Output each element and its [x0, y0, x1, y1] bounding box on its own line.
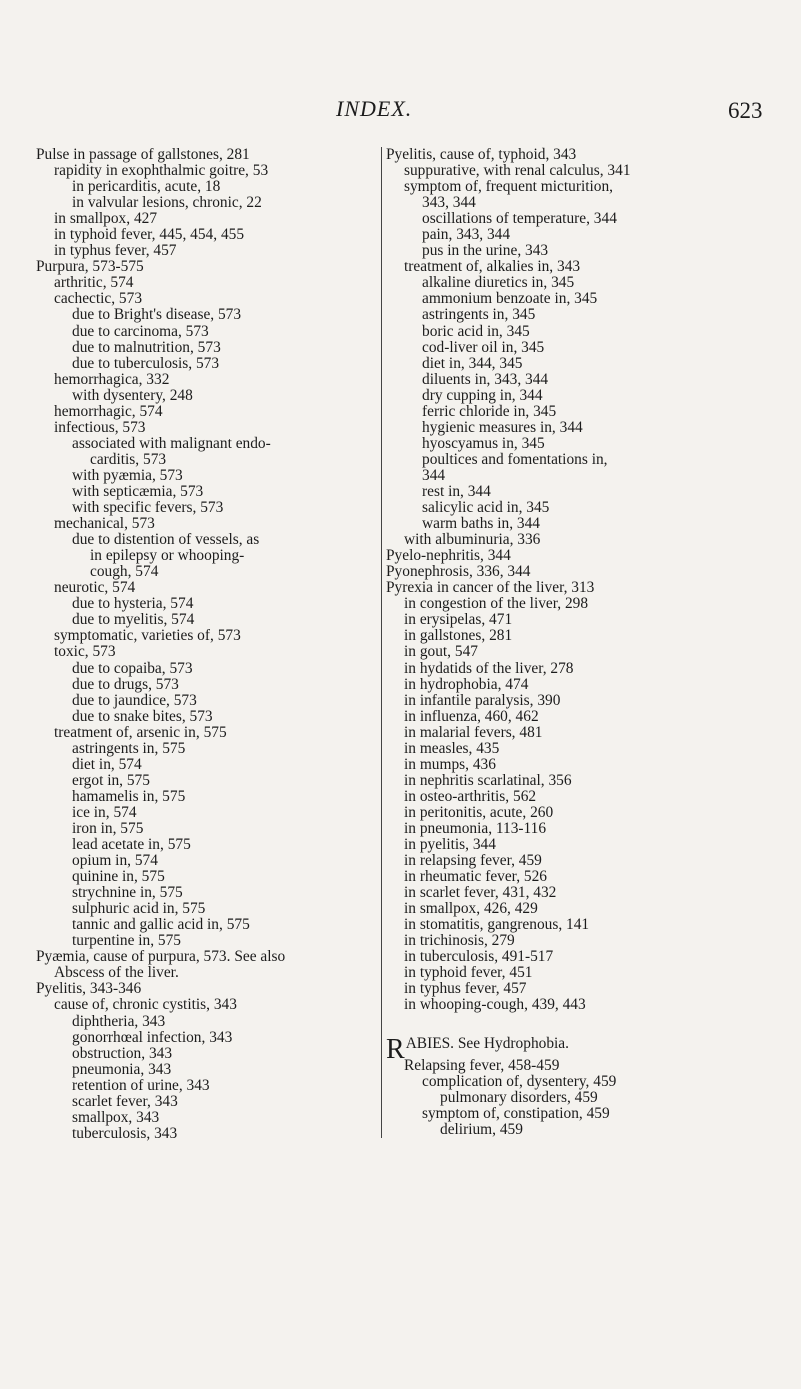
index-entry: diluents in, 343, 344	[422, 370, 549, 388]
index-entry: in typhus fever, 457	[54, 242, 177, 260]
index-entry: carditis, 573	[90, 450, 167, 468]
index-entry: due to copaiba, 573	[72, 659, 193, 677]
index-entry: symptom of, frequent micturition,	[404, 178, 614, 196]
index-entry: tuberculosis, 343	[72, 1124, 178, 1142]
index-entry: with septicæmia, 573	[72, 482, 204, 500]
page-header	[0, 96, 801, 130]
index-entry: in infantile paralysis, 390	[404, 691, 561, 709]
index-entry: with albuminuria, 336	[404, 531, 541, 549]
index-entry: cough, 574	[90, 563, 159, 581]
index-entry: oscillations of temperature, 344	[422, 210, 617, 228]
index-entry: complication of, dysentery, 459	[422, 1072, 617, 1090]
index-entry: due to drugs, 573	[72, 675, 179, 693]
rabies-entry-text: ABIES. See Hydrophobia.	[405, 1034, 569, 1052]
index-entry: dry cupping in, 344	[422, 386, 543, 404]
index-entry: in typhus fever, 457	[404, 980, 527, 998]
left-index-column	[36, 147, 370, 1142]
index-entry: Abscess of the liver.	[54, 964, 179, 982]
index-entry: infectious, 573	[54, 418, 146, 436]
index-entry: scarlet fever, 343	[72, 1092, 178, 1110]
index-entry: ergot in, 575	[72, 771, 150, 789]
index-entry: Pyelitis, cause of, typhoid, 343	[386, 146, 577, 163]
index-entry: lead acetate in, 575	[72, 836, 191, 854]
index-entry: in pericarditis, acute, 18	[72, 178, 221, 196]
index-entry: in hydatids of the liver, 278	[404, 659, 574, 677]
page-title: INDEX.	[336, 96, 413, 121]
index-entry: mechanical, 573	[54, 515, 155, 533]
index-entry: cod-liver oil in, 345	[422, 338, 545, 356]
index-entry: in smallpox, 427	[54, 210, 158, 228]
index-entry: with dysentery, 248	[72, 386, 193, 404]
index-entry: cachectic, 573	[54, 290, 143, 308]
index-entry: due to jaundice, 573	[72, 691, 197, 709]
index-entry: ferric chloride in, 345	[422, 402, 557, 420]
index-entry: iron in, 575	[72, 819, 144, 837]
index-entry: Relapsing fever, 458-459	[404, 1056, 560, 1074]
page-number: 623	[728, 98, 763, 123]
index-entry: symptom of, constipation, 459	[422, 1104, 610, 1122]
index-entry: turpentine in, 575	[72, 932, 181, 950]
index-entry: obstruction, 343	[72, 1044, 173, 1062]
index-entry: ammonium benzoate in, 345	[422, 290, 598, 308]
index-entry: in measles, 435	[404, 739, 500, 757]
index-entry: diet in, 574	[72, 755, 142, 773]
index-entry: in trichinosis, 279	[404, 932, 515, 950]
index-entry: due to distention of vessels, as	[72, 531, 260, 549]
index-entry: pus in the urine, 343	[422, 242, 549, 260]
pyelitis-pyrexia-entries	[386, 147, 776, 1014]
index-entry: arthritic, 574	[54, 274, 134, 292]
index-entry: in smallpox, 426, 429	[404, 900, 538, 918]
index-entry: pain, 343, 344	[422, 226, 511, 244]
index-entry: in nephritis scarlatinal, 356	[404, 771, 572, 789]
index-entry: tannic and gallic acid in, 575	[72, 916, 250, 934]
index-entry: strychnine in, 575	[72, 884, 183, 902]
index-entry: Pyonephrosis, 336, 344	[386, 563, 531, 581]
index-entry: in gallstones, 281	[404, 627, 513, 645]
index-entry: due to hysteria, 574	[72, 595, 194, 613]
index-entry: hygienic measures in, 344	[422, 418, 583, 436]
right-index-column	[381, 147, 776, 1138]
index-entry: due to malnutrition, 573	[72, 338, 221, 356]
index-entry: in erysipelas, 471	[404, 611, 513, 629]
index-entry: in typhoid fever, 451	[404, 964, 533, 982]
index-entry: associated with malignant endo-	[72, 434, 271, 452]
index-entry: in mumps, 436	[404, 755, 496, 773]
drop-cap-r: R	[386, 1033, 405, 1065]
index-entry: Pulse in passage of gallstones, 281	[36, 146, 250, 163]
index-entry: astringents in, 575	[72, 739, 186, 757]
index-entry: quinine in, 575	[72, 868, 165, 886]
index-entry: in congestion of the liver, 298	[404, 595, 589, 613]
index-entry: neurotic, 574	[54, 579, 136, 597]
index-entry: diphtheria, 343	[72, 1012, 166, 1030]
index-entry: due to snake bites, 573	[72, 707, 213, 725]
index-entry: in valvular lesions, chronic, 22	[72, 194, 262, 212]
index-entry: in pneumonia, 113-116	[404, 819, 547, 837]
index-entry: in whooping-cough, 439, 443	[404, 996, 586, 1014]
index-entry: pulmonary disorders, 459	[440, 1088, 598, 1106]
index-entry: salicylic acid in, 345	[422, 499, 550, 517]
index-entry: hamamelis in, 575	[72, 787, 186, 805]
index-entry: rapidity in exophthalmic goitre, 53	[54, 162, 269, 180]
index-entry: in pyelitis, 344	[404, 836, 496, 854]
index-entry: in peritonitis, acute, 260	[404, 803, 554, 821]
index-entry: 343, 344	[422, 194, 476, 212]
index-entry: alkaline diuretics in, 345	[422, 274, 575, 292]
index-entry: opium in, 574	[72, 852, 158, 870]
index-entry: Pyrexia in cancer of the liver, 313	[386, 579, 595, 597]
index-entry: due to tuberculosis, 573	[72, 354, 220, 372]
index-entry: hemorrhagica, 332	[54, 370, 170, 388]
section-gap	[386, 1014, 776, 1036]
index-entry: smallpox, 343	[72, 1108, 160, 1126]
index-entry: in osteo-arthritis, 562	[404, 787, 537, 805]
index-entry: Pyelo-nephritis, 344	[386, 547, 511, 565]
index-entry: sulphuric acid in, 575	[72, 900, 206, 918]
index-entry: 344	[422, 466, 446, 484]
index-entry: delirium, 459	[440, 1120, 523, 1138]
index-entry: in rheumatic fever, 526	[404, 868, 547, 886]
index-entry: in gout, 547	[404, 643, 478, 661]
index-entry: treatment of, arsenic in, 575	[54, 723, 227, 741]
index-entry: suppurative, with renal calculus, 341	[404, 162, 631, 180]
index-entry: in scarlet fever, 431, 432	[404, 884, 557, 902]
index-entry: retention of urine, 343	[72, 1076, 210, 1094]
index-entry: ice in, 574	[72, 803, 137, 821]
index-entry: hemorrhagic, 574	[54, 402, 163, 420]
index-entry: with pyæmia, 573	[72, 466, 183, 484]
index-entry: with specific fevers, 573	[72, 499, 224, 517]
index-entry: in tuberculosis, 491-517	[404, 948, 554, 966]
index-entry: gonorrhœal infection, 343	[72, 1028, 233, 1046]
index-entry: Purpura, 573-575	[36, 258, 144, 276]
index-entry: pneumonia, 343	[72, 1060, 172, 1078]
index-entry: cause of, chronic cystitis, 343	[54, 996, 237, 1014]
rabies-section	[386, 1033, 776, 1138]
index-entry: symptomatic, varieties of, 573	[54, 627, 241, 645]
index-entry: rest in, 344	[422, 482, 491, 500]
index-entry: due to carcinoma, 573	[72, 322, 209, 340]
index-entry: in relapsing fever, 459	[404, 852, 542, 870]
index-entry: in influenza, 460, 462	[404, 707, 539, 725]
index-entry: Pyæmia, cause of purpura, 573. See also	[36, 948, 286, 966]
index-entry: in typhoid fever, 445, 454, 455	[54, 226, 245, 244]
index-entry: warm baths in, 344	[422, 515, 540, 533]
index-entry: due to myelitis, 574	[72, 611, 195, 629]
index-entry: hyoscyamus in, 345	[422, 434, 545, 452]
index-entry: astringents in, 345	[422, 306, 536, 324]
index-entry: in hydrophobia, 474	[404, 675, 529, 693]
index-entry: in malarial fevers, 481	[404, 723, 543, 741]
index-entry: in epilepsy or whooping-	[90, 547, 245, 565]
index-entry: treatment of, alkalies in, 343	[404, 258, 581, 276]
index-entry: in stomatitis, gangrenous, 141	[404, 916, 590, 934]
index-entry: Pyelitis, 343-346	[36, 980, 142, 998]
index-entry: toxic, 573	[54, 643, 116, 661]
index-entry: diet in, 344, 345	[422, 354, 523, 372]
index-entry: boric acid in, 345	[422, 322, 530, 340]
index-entry: due to Bright's disease, 573	[72, 306, 242, 324]
index-entry: poultices and fomentations in,	[422, 450, 608, 468]
